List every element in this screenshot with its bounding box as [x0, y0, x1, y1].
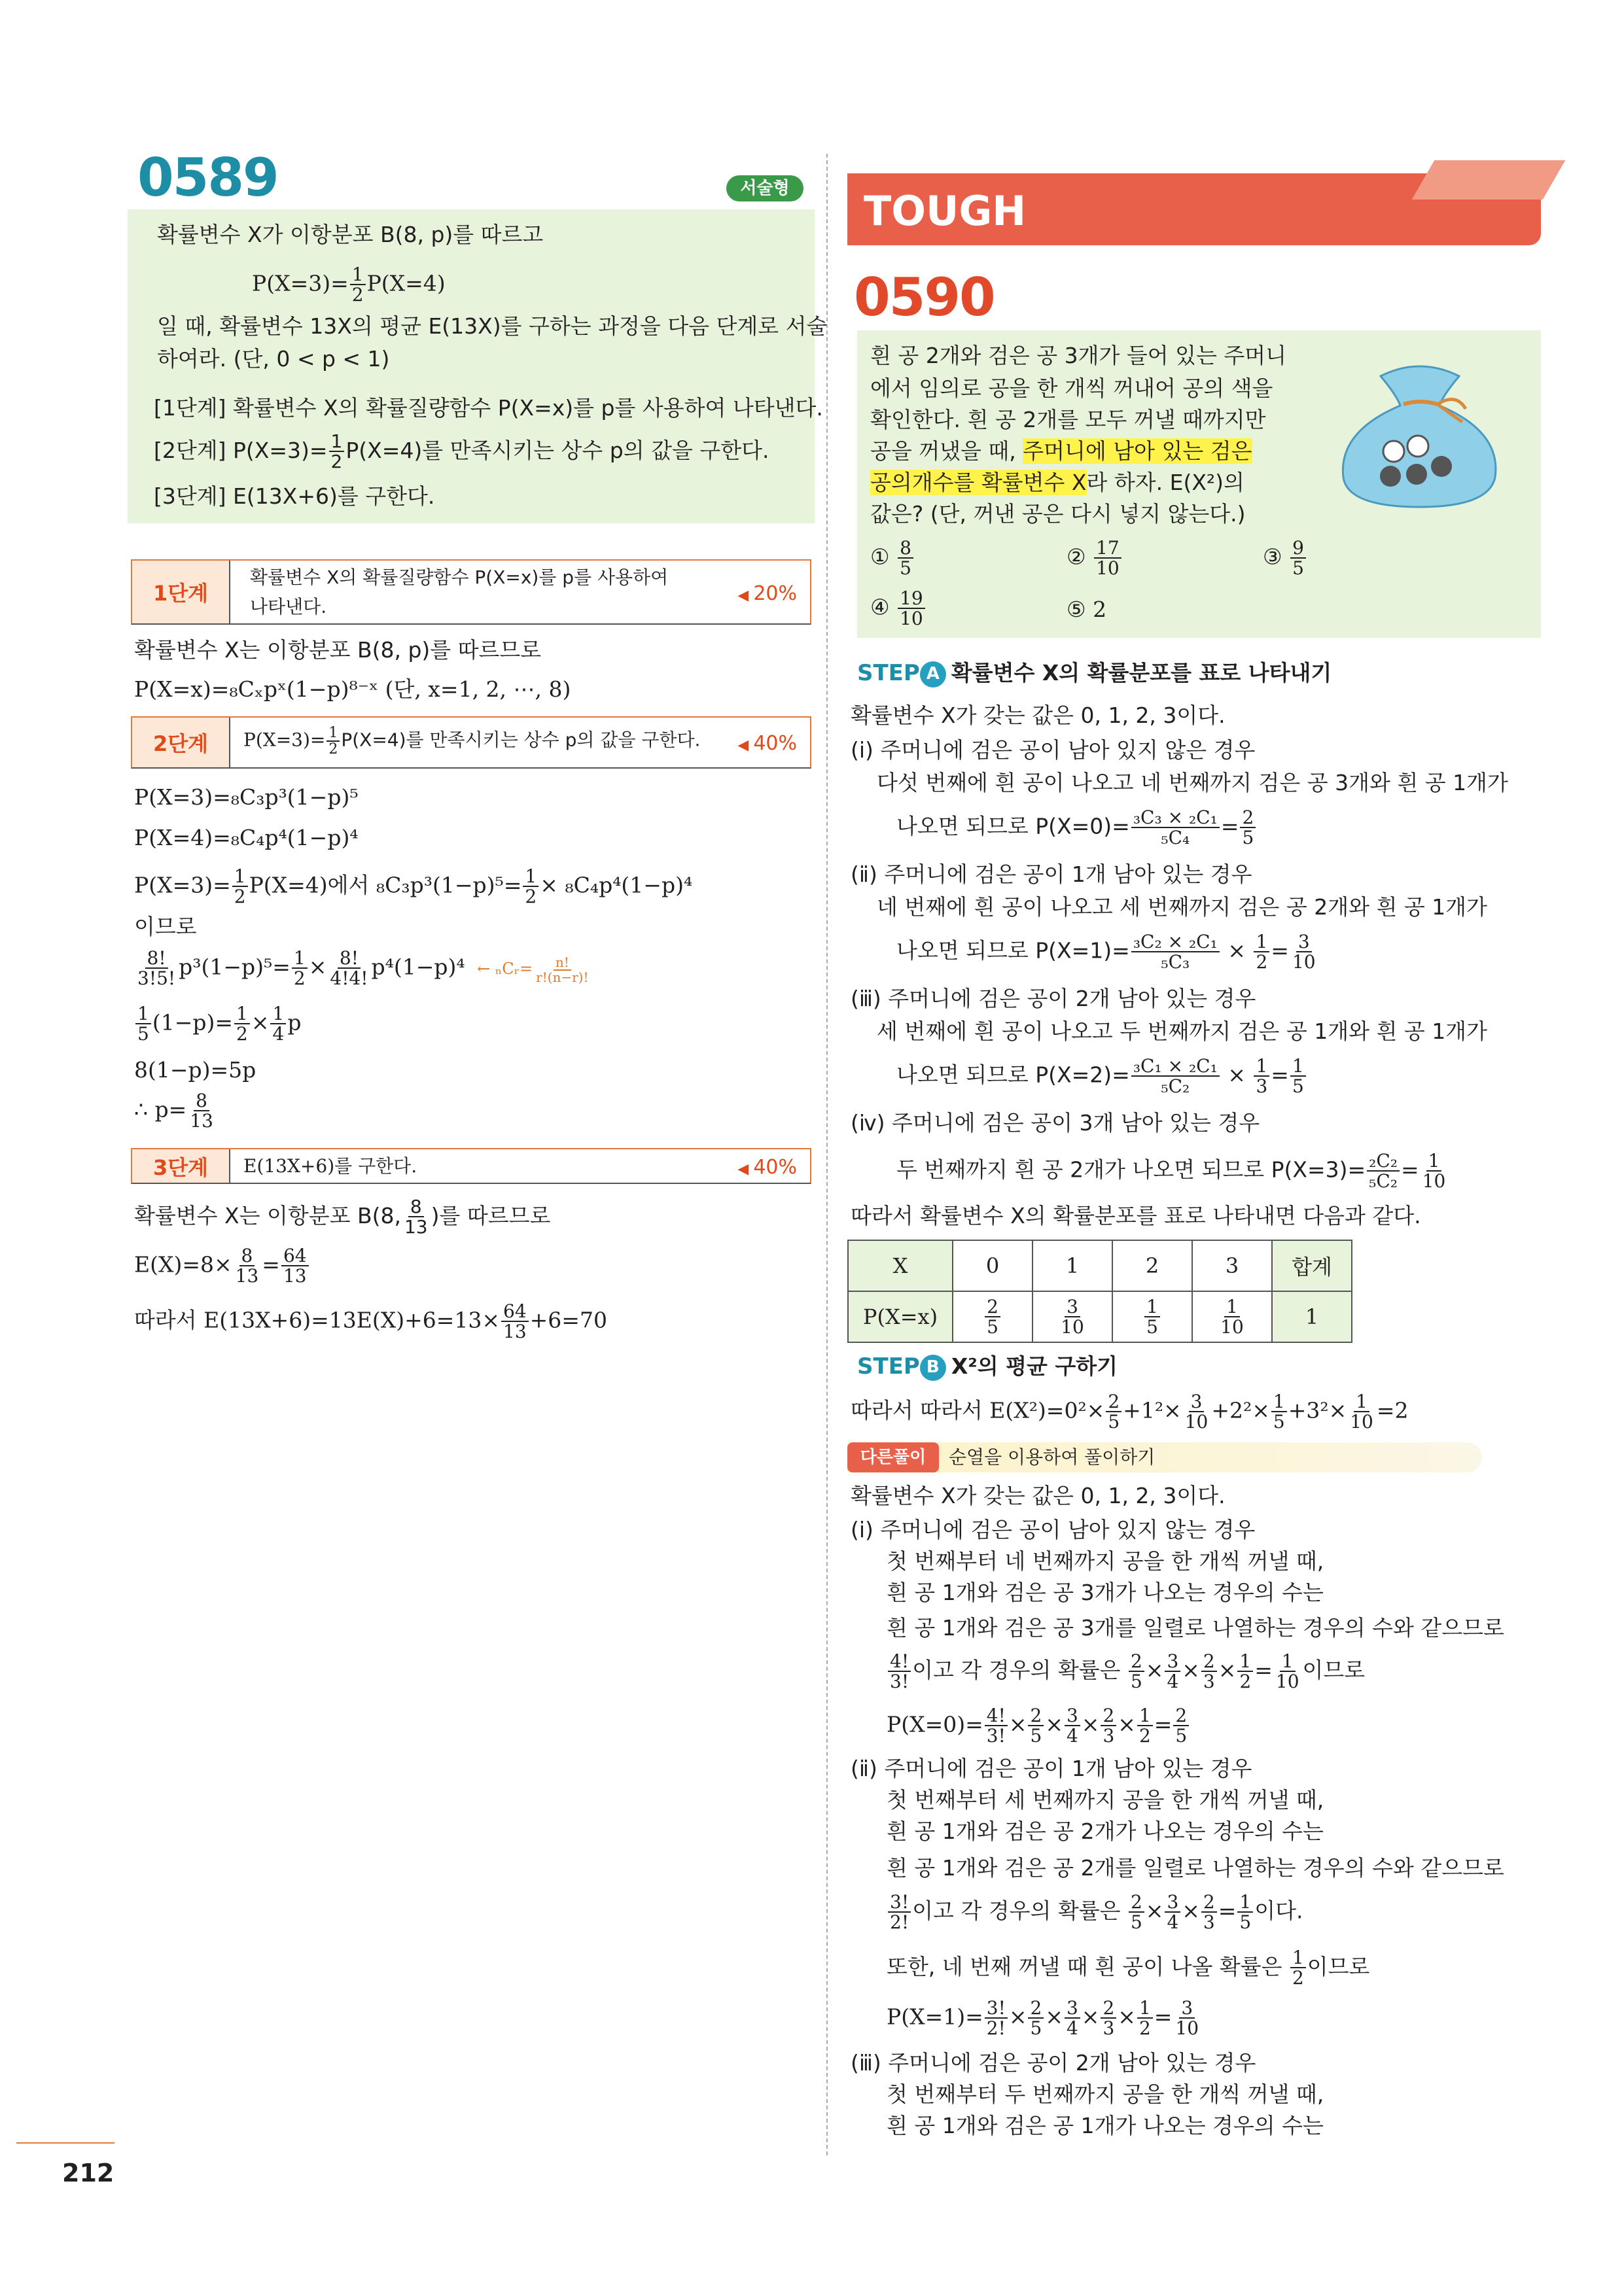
solution-line: 또한, 네 번째 꺼낼 때 흰 공이 나올 확률은 $\frac{1}{2}$ 이므로 [887, 1947, 1370, 1989]
problem-line: 확률변수 X가 이항분포 B(8, p)를 따르고 [157, 222, 544, 247]
stage2-eq: $\frac{1}{5}$ (1−p)= $\frac{1}{2}$ × $\frac{1}{4}$ p [134, 1004, 301, 1044]
case-heading: (ⅲ) 주머니에 검은 공이 2개 남아 있는 경우 [851, 986, 1256, 1011]
stage1-body: 확률변수 X는 이항분포 B(8, p)를 따르므로 [134, 637, 542, 663]
solution-eq: P(X=0)= $\frac{4!}{3!}$ × $\frac{2}{5}$ × $\frac{3}{4}$ × $\frac{2}{3}$ × $\frac{1}{2}$ = $\frac{2}{5}$ [887, 1706, 1190, 1746]
stage2-eq: 8(1−p)=5p [134, 1057, 256, 1083]
table-header: 0 [953, 1240, 1033, 1291]
stage3-label: 3단계 [132, 1149, 230, 1183]
stage3-body: 확률변수 X는 이항분포 B(8, $\frac{8}{13}$ )를 따르므로 [134, 1196, 551, 1238]
stage2-eq: P(X=3)=₈C₃p³(1−p)⁵ [134, 784, 359, 810]
solution-eq: 나오면 되므로 P(X=2)= $\frac{\text{₃C₁ × ₂C₁}}{\text{₅C₂}}$ × $\frac{1}{3}$ = $\frac{1}{5}$ [896, 1056, 1307, 1096]
stage3-conclusion: 따라서 E(13X+6)=13E(X)+6=13× $\frac{64}{13}$ +6=70 [134, 1300, 607, 1343]
stage3-header [131, 1148, 811, 1184]
column-divider [826, 154, 828, 2155]
problem-step2: [2단계] P(X=3)= $\frac{1}{2}$ P(X=4)를 만족시키는 상수 p의 값을 구한다. [154, 430, 769, 473]
choice-5[interactable]: ⑤ 2 [1067, 597, 1107, 622]
case-heading: (ⅲ) 주머니에 검은 공이 2개 남아 있는 경우 [851, 2050, 1256, 2076]
stepB-letter: B [920, 1355, 946, 1381]
table-header: X [848, 1240, 953, 1291]
case-heading: (ⅱ) 주머니에 검은 공이 1개 남아 있는 경우 [851, 1756, 1252, 1781]
solution-line: 흰 공 1개와 검은 공 2개가 나오는 경우의 수는 [887, 1818, 1324, 1844]
table-header: 합계 [1272, 1240, 1352, 1291]
solution-eq: $\frac{3!}{2!}$ 이고 각 경우의 확률은 $\frac{2}{5}$ × $\frac{3}{4}$ × $\frac{2}{3}$ = $\frac{1}{5}$ 이다. [887, 1892, 1303, 1932]
page-number: 212 [62, 2159, 115, 2187]
table-header: 2 [1112, 1240, 1192, 1291]
case-heading: (ⅰ) 주머니에 검은 공이 남아 있지 않는 경우 [851, 1517, 1256, 1542]
problem-box [857, 330, 1541, 638]
case-heading: (ⅳ) 주머니에 검은 공이 3개 남아 있는 경우 [851, 1110, 1260, 1136]
alt-title: 순열을 이용하여 풀이하기 [949, 1446, 1156, 1468]
table-cell: 1 [1272, 1291, 1352, 1342]
solution-line: 흰 공 1개와 검은 공 3개를 일렬로 나열하는 경우의 수와 같으므로 [887, 1615, 1504, 1641]
table-row [848, 1240, 1352, 1291]
stage2-header [131, 716, 811, 769]
stage1-text: 나타낸다. [250, 596, 327, 617]
solution-line: 세 번째에 흰 공이 나오고 두 번째까지 검은 공 1개와 흰 공 1개가 [877, 1018, 1487, 1044]
choice-3[interactable]: ③ $\frac{9}{5}$ [1263, 538, 1307, 578]
problem-line: 공의개수를 확률변수 X라 하자. E(X²)의 [870, 470, 1244, 495]
table-row [848, 1291, 1352, 1342]
stage1-text: 확률변수 X의 확률질량함수 P(X=x)를 p를 사용하여 [250, 566, 669, 588]
stepB-heading: STEP B X²의 평균 구하기 [857, 1353, 1118, 1380]
problem-number: 0589 [137, 147, 278, 208]
page-rule [16, 2142, 115, 2144]
problem-step3: [3단계] E(13X+6)를 구한다. [154, 483, 435, 509]
stage1-percent: ◀ 20% [737, 582, 797, 605]
stage3-text: E(13X+6)를 구한다. [243, 1155, 417, 1177]
problem-step1: [1단계] 확률변수 X의 확률질량함수 P(X=x)를 p를 사용하여 나타낸다. [154, 395, 823, 421]
table-cell: $\frac{2}{5}$ [953, 1291, 1033, 1342]
stage2-eq: $\frac{8!}{3!5!}$ p³(1−p)⁵= $\frac{1}{2}$ × $\frac{8!}{4!4!}$ p⁴(1−p)⁴ ← ₙCᵣ= $\frac{n!}{r!(n-r)!}$ [134, 948, 592, 988]
stage2-label: 2단계 [132, 718, 230, 767]
solution-line: 네 번째에 흰 공이 나오고 세 번째까지 검은 공 2개와 흰 공 1개가 [877, 894, 1487, 920]
stage3-percent: ◀ 40% [737, 1156, 797, 1179]
table-cell: $\frac{1}{5}$ [1112, 1291, 1192, 1342]
stage2-answer: ∴ p= $\frac{8}{13}$ [134, 1090, 213, 1132]
table-cell: $\frac{1}{10}$ [1192, 1291, 1272, 1342]
solution-eq: P(X=1)= $\frac{3!}{2!}$ × $\frac{2}{5}$ × $\frac{3}{4}$ × $\frac{2}{3}$ × $\frac{1}{2}$ = $\frac{3}{10}$ [887, 1997, 1199, 2040]
banner-tab [1412, 160, 1566, 200]
stage2-text: 이므로 [134, 914, 197, 939]
problem-line: 공을 꺼냈을 때, 주머니에 남아 있는 검은 [870, 438, 1252, 464]
table-cell: P(X=x) [848, 1291, 953, 1342]
choice-4[interactable]: ④ $\frac{19}{10}$ [870, 589, 927, 629]
stepA-heading: STEP A 확률변수 X의 확률분포를 표로 나타내기 [857, 660, 1332, 686]
problem-line: 흰 공 2개와 검은 공 3개가 들어 있는 주머니 [870, 343, 1286, 368]
stage2-eq: P(X=4)=₈C₄p⁴(1−p)⁴ [134, 825, 359, 850]
problem-line: 하여라. (단, 0 < p < 1) [157, 346, 390, 372]
banner-title: TOUGH [864, 187, 1027, 235]
solution-line: 첫 번째부터 세 번째까지 공을 한 개씩 꺼낼 때, [887, 1787, 1324, 1813]
problem-line: 값은? (단, 꺼낸 공은 다시 넣지 않는다.) [870, 501, 1246, 527]
solution-eq: 나오면 되므로 P(X=0)= $\frac{\text{₃C₃ × ₂C₁}}{\text{₅C₄}}$ = $\frac{2}{5}$ [896, 808, 1257, 848]
stepA-letter: A [920, 661, 946, 687]
table-header: 3 [1192, 1240, 1272, 1291]
problem-number: 0590 [854, 267, 995, 328]
choice-1[interactable]: ① $\frac{8}{5}$ [870, 538, 915, 578]
solution-line: 첫 번째부터 두 번째까지 공을 한 개씩 꺼낼 때, [887, 2081, 1324, 2107]
solution-line: 다섯 번째에 흰 공이 나오고 네 번째까지 검은 공 3개와 흰 공 1개가 [877, 770, 1508, 795]
alt-badge: 다른풀이 [847, 1442, 939, 1472]
solution-eq: $\frac{4!}{3!}$ 이고 각 경우의 확률은 $\frac{2}{5}$ × $\frac{3}{4}$ × $\frac{2}{3}$ × $\frac{1}{2}$ = $\frac{1}{10}$ 이므로 [887, 1652, 1365, 1692]
stage1-header [131, 559, 811, 625]
solution-line: 흰 공 1개와 검은 공 3개가 나오는 경우의 수는 [887, 1580, 1324, 1605]
table-header: 1 [1033, 1240, 1112, 1291]
problem-line: 에서 임의로 공을 한 개씩 꺼내어 공의 색을 [870, 375, 1273, 401]
solution-eq: 두 번째까지 흰 공 2개가 나오면 되므로 P(X=3)= $\frac{\text{₂C₂}}{\text{₅C₂}}$ = $\frac{1}{10}$ [896, 1150, 1446, 1192]
case-heading: (ⅱ) 주머니에 검은 공이 1개 남아 있는 경우 [851, 861, 1252, 887]
tough-banner [847, 173, 1541, 245]
choice-2[interactable]: ② $\frac{17}{10}$ [1067, 538, 1123, 578]
stage1-formula: P(X=x)=₈Cₓpˣ(1−p)⁸⁻ˣ (단, x=1, 2, ⋯, 8) [134, 676, 571, 702]
problem-equation: P(X=3)= $\frac{1}{2}$ P(X=4) [252, 264, 446, 306]
problem-line: 일 때, 확률변수 13X의 평균 E(13X)를 구하는 과정을 다음 단계로 서술 [157, 313, 828, 339]
problem-line: 확인한다. 흰 공 2개를 모두 꺼낼 때까지만 [870, 407, 1266, 432]
stage2-percent: ◀ 40% [737, 732, 797, 755]
solution-line: 흰 공 1개와 검은 공 2개를 일렬로 나열하는 경우의 수와 같으므로 [887, 1855, 1504, 1881]
solution-line: 흰 공 1개와 검은 공 1개가 나오는 경우의 수는 [887, 2113, 1324, 2138]
stage3-eq: E(X)=8× $\frac{8}{13}$ = $\frac{64}{13}$ [134, 1246, 310, 1286]
pouch-illustration [1325, 347, 1515, 510]
problem-box [128, 209, 828, 523]
highlight: 공의개수를 확률변수 X [870, 470, 1087, 495]
solution-line: 확률변수 X가 갖는 값은 0, 1, 2, 3이다. [851, 1483, 1226, 1508]
stage2-text: P(X=3)= $\frac{1}{2}$ P(X=4)를 만족시키는 상수 p의 값을 구한다. [243, 725, 701, 758]
stage1-label: 1단계 [132, 561, 230, 623]
solution-eq: 나오면 되므로 P(X=1)= $\frac{\text{₃C₂ × ₂C₁}}{\text{₅C₃}}$ × $\frac{1}{2}$ = $\frac{3}{10}$ [896, 931, 1316, 973]
stage2-eq: P(X=3)= $\frac{1}{2}$ P(X=4)에서 ₈C₃p³(1−p)⁵= $\frac{1}{2}$ × ₈C₄p⁴(1−p)⁴ [134, 865, 693, 908]
solution-line: 첫 번째부터 네 번째까지 공을 한 개씩 꺼낼 때, [887, 1548, 1324, 1574]
solution-line: 따라서 확률변수 X의 확률분포를 표로 나타내면 다음과 같다. [851, 1203, 1421, 1228]
solution-line: 확률변수 X가 갖는 값은 0, 1, 2, 3이다. [851, 703, 1226, 728]
alt-solution-bar [847, 1442, 1482, 1472]
table-cell: $\frac{3}{10}$ [1033, 1291, 1112, 1342]
case-heading: (ⅰ) 주머니에 검은 공이 남아 있지 않은 경우 [851, 737, 1256, 763]
expectation-eq: 따라서 따라서 E(X²)=0²× $\frac{2}{5}$ +1²× $\frac{3}{10}$ +2²× $\frac{1}{5}$ +3²× $\frac{1}{10}$ =2 [851, 1391, 1409, 1433]
distribution-table [847, 1240, 1352, 1343]
combination-hint: ← ₙCᵣ= $\frac{n!}{r!(n-r)!}$ [477, 954, 589, 985]
highlight: 주머니에 남아 있는 검은 [1023, 438, 1252, 464]
badge-descriptive: 서술형 [726, 175, 803, 201]
